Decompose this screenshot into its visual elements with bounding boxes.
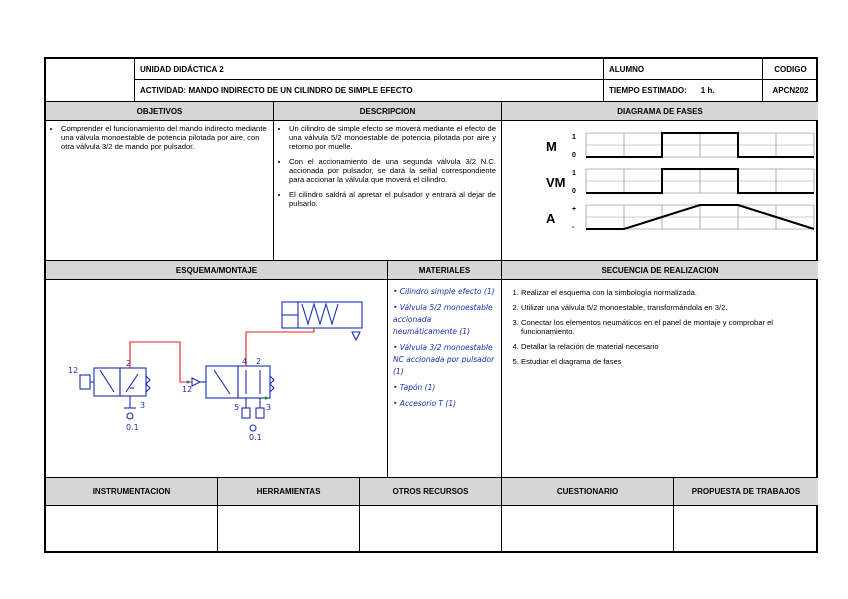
descripcion-cell bbox=[274, 121, 502, 261]
worksheet bbox=[44, 57, 818, 553]
instrumentacion-header bbox=[46, 478, 218, 506]
unidad-cell bbox=[135, 59, 604, 80]
secuencia-title: SECUENCIA DE REALIZACION bbox=[601, 265, 719, 275]
otros-header bbox=[360, 478, 502, 506]
secuencia-item: 5. Estudiar el diagrama de fases bbox=[521, 357, 813, 366]
diagrama-title: DIAGRAMA DE FASES bbox=[617, 106, 703, 116]
material-item: • Válvula 5/2 monoestable accionada neumáticamente (1) bbox=[393, 303, 493, 336]
v2-port3-label: 3 bbox=[266, 403, 272, 412]
v1-id-label: 0.1 bbox=[126, 423, 139, 432]
esquema-cell bbox=[46, 280, 388, 478]
diagrama-header bbox=[502, 102, 818, 121]
logo-cell bbox=[46, 59, 135, 102]
v2-port4-label: 4 bbox=[242, 357, 248, 366]
herramientas-cell bbox=[218, 506, 360, 553]
instrumentacion-cell bbox=[46, 506, 218, 553]
descripcion-title: DESCRIPCION bbox=[359, 106, 416, 116]
otros-cell bbox=[360, 506, 502, 553]
descripcion-list bbox=[279, 124, 496, 208]
secuencia-list bbox=[507, 288, 813, 366]
secuencia-item: 1. Realizar el esquema con la simbología normalizada. bbox=[521, 288, 813, 297]
materiales-header bbox=[388, 261, 502, 280]
materiales-title: MATERIALES bbox=[418, 265, 471, 275]
diagrama-cell bbox=[502, 121, 818, 261]
objetivos-title: OBJETIVOS bbox=[136, 106, 183, 116]
phase-row-label: M bbox=[546, 139, 557, 154]
phase-top-tick: + bbox=[572, 206, 577, 213]
material-item: • Tapón (1) bbox=[393, 383, 436, 392]
secuencia-item: 4. Detallar la relación de material necesario bbox=[521, 342, 813, 351]
objetivos-list bbox=[51, 124, 268, 151]
phase-bottom-tick: 0 bbox=[572, 152, 576, 159]
propuesta-cell bbox=[674, 506, 818, 553]
tiempo-cell bbox=[604, 80, 763, 102]
pilot-line bbox=[130, 342, 192, 382]
propuesta-header bbox=[674, 478, 818, 506]
alumno-label: ALUMNO bbox=[609, 64, 645, 74]
codigo-label: CODIGO bbox=[774, 64, 807, 74]
unidad-text: UNIDAD DIDÁCTICA 2 bbox=[140, 64, 224, 74]
alumno-cell bbox=[604, 59, 763, 80]
v1-pilot-label: 12 bbox=[68, 366, 79, 375]
descripcion-header bbox=[274, 102, 502, 121]
secuencia-header bbox=[502, 261, 818, 280]
tiempo-value: 1 h. bbox=[700, 86, 715, 95]
cuestionario-header bbox=[502, 478, 674, 506]
phase-bottom-tick: 0 bbox=[572, 188, 576, 195]
tiempo-label: TIEMPO ESTIMADO: bbox=[609, 86, 687, 95]
cuestionario-title: CUESTIONARIO bbox=[556, 487, 619, 496]
propuesta-title: PROPUESTA DE TRABAJOS bbox=[691, 487, 801, 496]
codigo-label-cell bbox=[763, 59, 818, 80]
descripcion-item: • El cilindro saldrá al apretar el pulsador y entrará al dejar de pulsarlo. bbox=[289, 190, 496, 208]
descripcion-item: • Un cilindro de simple efecto se moverá mediante el efecto de una válvula 5/2 monoestable de potencia pilotada por aire y retorno por muelle. bbox=[289, 124, 496, 151]
objetivos-cell bbox=[46, 121, 274, 261]
material-item: • Accesorio T (1) bbox=[393, 399, 457, 408]
secuencia-item: 2. Utilizar una válvula 5/2 monoestable, transformándola en 3/2. bbox=[521, 303, 813, 312]
esquema-title: ESQUEMA/MONTAJE bbox=[175, 265, 258, 275]
objetivos-header bbox=[46, 102, 274, 121]
codigo-value: APCN202 bbox=[772, 86, 809, 95]
descripcion-item: • Con el accionamiento de una segunda válvula 3/2 N.C. accionada por pulsador, se dará la señal correspondiente para accionar la válvula que moverá el cilindro. bbox=[289, 157, 496, 184]
pneumatic-schematic bbox=[46, 280, 388, 478]
materiales-cell bbox=[388, 280, 502, 478]
actividad-cell bbox=[135, 80, 604, 102]
phase-top-tick: 1 bbox=[572, 134, 576, 141]
v1-exhaust-label: 3 bbox=[140, 401, 146, 410]
secuencia-item: 3. Conectar los elementos neumáticos en el panel de montaje y comprobar el funcionamiento. bbox=[521, 318, 813, 336]
v2-port5-label: 5 bbox=[234, 403, 240, 412]
material-item: • Cilindro simple efecto (1) bbox=[393, 287, 495, 296]
v2-pilot-label: 12 bbox=[182, 385, 193, 394]
phase-row-label: VM bbox=[546, 175, 566, 190]
phase-bottom-tick: - bbox=[572, 224, 575, 231]
valve2-right-box bbox=[238, 366, 270, 398]
secuencia-cell bbox=[502, 280, 818, 478]
v1-port-label: 2 bbox=[126, 359, 132, 368]
phase-row-label: A bbox=[546, 211, 556, 226]
phase-top-tick: 1 bbox=[572, 170, 576, 177]
instrumentacion-title: INSTRUMENTACION bbox=[92, 487, 171, 496]
herramientas-header bbox=[218, 478, 360, 506]
actividad-text: ACTIVIDAD: MANDO INDIRECTO DE UN CILINDRO DE SIMPLE EFECTO bbox=[140, 86, 413, 95]
phase-diagram bbox=[502, 121, 818, 261]
esquema-header bbox=[46, 261, 388, 280]
material-item: • Válvula 3/2 monoestable NC accionada por pulsador (1) bbox=[393, 343, 495, 376]
codigo-value-cell bbox=[763, 80, 818, 102]
otros-title: OTROS RECURSOS bbox=[392, 487, 469, 496]
v2-port2-label: 2 bbox=[256, 357, 262, 366]
herramientas-title: HERRAMIENTAS bbox=[256, 487, 321, 496]
v2-id-label: 0.1 bbox=[249, 433, 262, 442]
objetivo-item: • Comprender el funcionamiento del mando indirecto mediante una válvula monoestable de potencia pilotada por aire, con otra válvula 3/2 de mando por pulsador. bbox=[61, 124, 268, 151]
cuestionario-cell bbox=[502, 506, 674, 553]
